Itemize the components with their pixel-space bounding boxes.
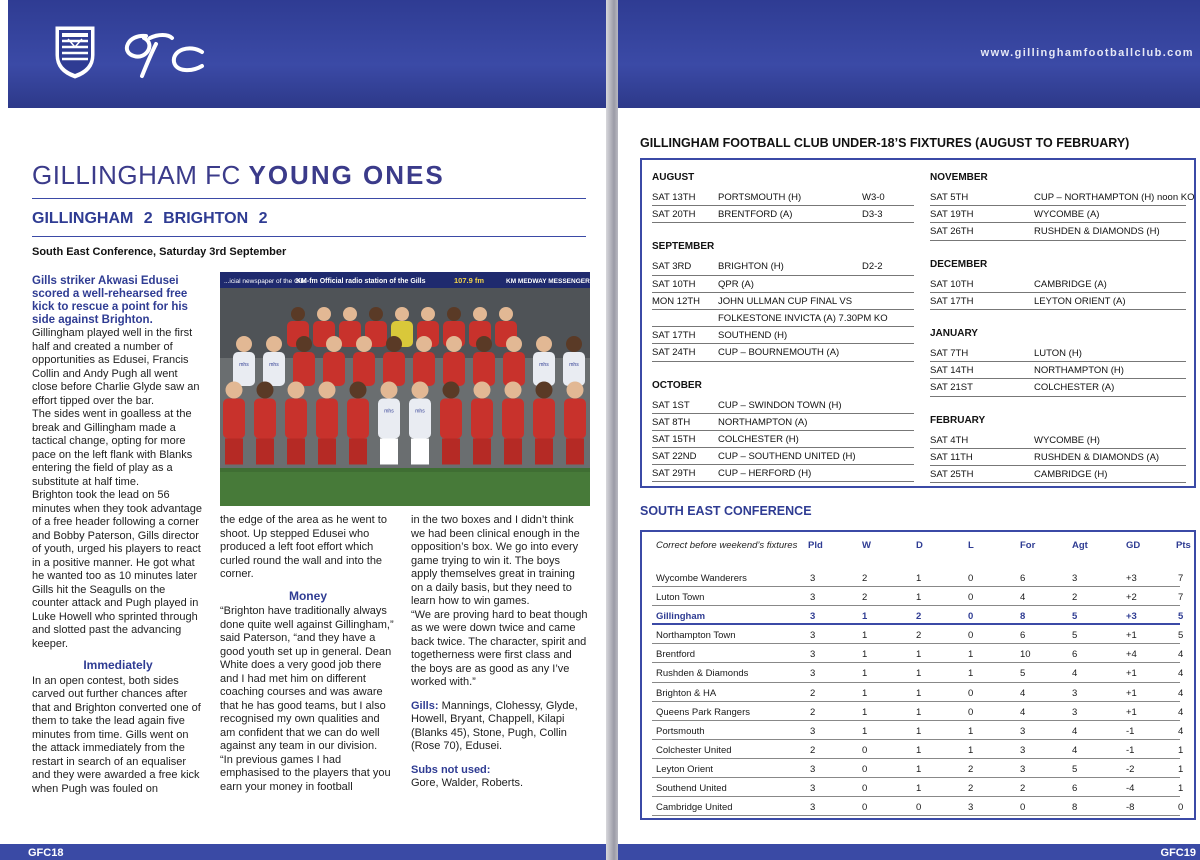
goals-for: 5 (1020, 668, 1026, 680)
subhead-immediately: Immediately (83, 658, 153, 672)
league-table-header (642, 540, 1194, 556)
goals-against: 4 (1072, 668, 1078, 680)
article-column-1 (32, 275, 204, 796)
fixture-month-heading: NOVEMBER (930, 172, 988, 183)
fixture-opponent: QPR (A) (718, 278, 754, 290)
goals-against: 5 (1072, 763, 1078, 775)
points: 5 (1178, 611, 1184, 623)
played: 3 (810, 802, 816, 814)
lost: 2 (968, 783, 974, 795)
played: 3 (810, 611, 816, 623)
won: 2 (862, 573, 868, 584)
fixture-date: SAT 5TH (930, 192, 969, 203)
goal-difference: -1 (1126, 744, 1135, 756)
footer-bar (618, 844, 1200, 860)
goals-against: 4 (1072, 725, 1078, 737)
fixture-row (930, 293, 1186, 310)
played: 3 (810, 592, 816, 604)
fixture-row (652, 293, 914, 310)
goal-difference: +3 (1126, 611, 1137, 623)
photo-board-text-3: 107.9 fm (454, 276, 485, 285)
goals-for: 3 (1020, 763, 1026, 775)
drawn: 1 (916, 668, 922, 680)
goals-for: 0 (1020, 802, 1026, 814)
table-row (642, 663, 1194, 682)
body-paragraph: in the two boxes and I didn’t think we had been clinical enough in the opposition’s box. We go into every game trying to win it. The boys apply themselves great in training on a daily basis, but they need to learn how to win games. (411, 514, 580, 607)
team-name: Wycombe Wanderers (656, 573, 747, 584)
drawn: 1 (916, 783, 922, 795)
table-note: Correct before weekend’s fixtures (656, 540, 798, 551)
fixture-opponent: WYCOMBE (A) (1034, 209, 1100, 221)
fixture-opponent: SOUTHEND (H) (718, 330, 788, 342)
fixture-month-heading: FEBRUARY (930, 414, 986, 426)
goals-for: 10 (1020, 649, 1031, 661)
fixture-result: W3-0 (862, 192, 885, 203)
fixture-row (652, 397, 914, 414)
fixture-month-heading: SEPTEMBER (652, 241, 715, 253)
fixture-date: SAT 15TH (652, 433, 696, 445)
fixture-date: SAT 29TH (652, 468, 696, 480)
fixture-opponent: BRENTFORD (A) (718, 209, 793, 221)
photo-board-text-4: KM MEDWAY MESSENGER (506, 278, 590, 285)
goals-against: 6 (1072, 783, 1078, 795)
lost: 3 (968, 802, 974, 814)
lost: 0 (968, 630, 974, 642)
goals-for: 3 (1020, 725, 1026, 737)
fixture-opponent: COLCHESTER (A) (1034, 382, 1115, 394)
fixture-date: SAT 24TH (652, 347, 696, 359)
table-row (642, 625, 1194, 644)
fixture-row (930, 206, 1186, 223)
lost: 0 (968, 592, 974, 604)
fixture-row (652, 465, 914, 482)
team-photo-illustration (220, 272, 590, 506)
won: 1 (862, 668, 868, 680)
goal-difference: +1 (1126, 706, 1137, 718)
fixture-row (652, 431, 914, 448)
fixture-date: MON 12TH (652, 295, 701, 307)
goals-for: 3 (1020, 744, 1026, 756)
played: 3 (810, 630, 816, 642)
lost: 1 (968, 725, 974, 737)
fixture-opponent: CUP – NORTHAMPTON (H) noon KO (1034, 192, 1195, 203)
points: 4 (1178, 687, 1184, 699)
fixture-opponent: FOLKESTONE INVICTA (A) 7.30PM KO (718, 312, 888, 324)
goal-difference: -8 (1126, 802, 1135, 814)
gills-label: Gills: (411, 699, 439, 712)
drawn: 1 (916, 725, 922, 737)
won: 0 (862, 744, 868, 756)
goals-for: 4 (1020, 706, 1026, 718)
subhead-money: Money (288, 588, 327, 603)
league-table (640, 530, 1196, 820)
page-number: GFC18 (28, 847, 64, 859)
fixture-row (652, 310, 914, 327)
goal-difference: -2 (1126, 763, 1135, 775)
drawn: 1 (916, 687, 922, 699)
points: 7 (1178, 592, 1184, 604)
fixture-opponent: CUP – BOURNEMOUTH (A) (718, 347, 840, 359)
table-row (642, 740, 1194, 759)
points: 1 (1178, 744, 1184, 756)
goals-for: 4 (1020, 687, 1026, 699)
won: 0 (862, 802, 868, 814)
goals-against: 3 (1072, 706, 1078, 718)
lost: 0 (968, 687, 974, 699)
fixture-result: D3-3 (862, 209, 883, 221)
col-header-agt: Agt (1072, 540, 1088, 551)
col-header-l: L (968, 540, 974, 551)
club-crest-icon (54, 25, 96, 79)
right-page (618, 0, 1200, 860)
lost: 1 (968, 668, 974, 680)
col-header-pld: Pld (808, 540, 823, 551)
played: 3 (810, 783, 816, 795)
subs-paragraph (411, 764, 589, 791)
played: 3 (810, 573, 816, 584)
top-banner (618, 0, 1200, 108)
body-paragraph: Brighton took the lead on 56 minutes when they took advantage of a free header following a corner and Bobby Paterson, Gills director of youth, urged his players to react in a positive manner. He got what he wanted too as 10 minutes later Gills hit the Seagulls on the counter attack and Pugh played in Luke Howell who sprinted through and slotted past the advancing keeper. (32, 489, 203, 650)
points: 4 (1178, 725, 1184, 737)
fixture-date: SAT 4TH (930, 434, 969, 446)
points: 4 (1178, 668, 1184, 680)
table-row (642, 683, 1194, 702)
fixture-month-heading: JANUARY (930, 327, 978, 339)
fixture-date: SAT 25TH (930, 468, 974, 480)
fixture-row (930, 345, 1186, 362)
fixture-row (652, 327, 914, 344)
title-bold: YOUNG ONES (248, 160, 445, 190)
fixture-opponent: WYCOMBE (H) (1034, 434, 1100, 446)
team-name: Queens Park Rangers (656, 706, 750, 718)
drawn: 2 (916, 611, 922, 623)
svg-text:mhs: mhs (269, 362, 279, 368)
fixture-opponent: NORTHAMPTON (A) (718, 416, 808, 428)
goals-for: 6 (1020, 630, 1026, 642)
won: 2 (862, 592, 868, 604)
table-row (642, 797, 1194, 816)
goals-for: 8 (1020, 611, 1026, 623)
fixture-date: SAT 17TH (930, 295, 974, 307)
gills-line-up: Mannings, Clohessy, Glyde, Howell, Bryant, Chappell, Kilapi (Blanks 45), Stone, Pugh, Collin (Rose 70), Edusei. (411, 699, 578, 752)
fixture-row (652, 276, 914, 293)
article-column-3 (411, 514, 589, 791)
goals-for: 4 (1020, 592, 1026, 604)
match-info: South East Conference, Saturday 3rd September (32, 246, 287, 258)
fixture-date: SAT 3RD (652, 261, 692, 273)
title-light: GILLINGHAM FC (32, 160, 241, 190)
team-name: Brighton & HA (656, 687, 717, 699)
goals-against: 6 (1072, 649, 1078, 661)
photo-board-text-2: KM-fm Official radio station of the Gills (296, 278, 426, 285)
points: 0 (1178, 802, 1184, 814)
fixture-month-heading: AUGUST (652, 172, 695, 183)
lost: 2 (968, 763, 974, 775)
table-row (642, 721, 1194, 740)
fixture-date: SAT 1ST (652, 399, 690, 411)
points: 7 (1178, 573, 1184, 584)
points: 4 (1178, 649, 1184, 661)
won: 1 (862, 630, 868, 642)
points: 5 (1178, 630, 1184, 642)
top-banner (8, 0, 610, 108)
article-title (32, 160, 445, 191)
fixture-opponent: CUP – HERFORD (H) (718, 468, 812, 480)
fixture-opponent: RUSHDEN & DIAMONDS (H) (1034, 226, 1160, 238)
fixture-row (930, 449, 1186, 466)
title-rule (32, 198, 586, 199)
body-paragraph: The sides went in goalless at the break and Gillingham made a tactical change, opting for more pace on the left flank with Blanks entering the field of play as a substitute at half time. (32, 408, 193, 488)
fixture-month-heading: OCTOBER (652, 379, 702, 391)
points: 4 (1178, 706, 1184, 718)
subs-label: Subs not used: (411, 763, 491, 776)
lost: 1 (968, 744, 974, 756)
team-name: Cambridge United (656, 802, 733, 814)
body-paragraph: Gillingham played well in the first half and created a number of opportunities as Edusei, Francis Collin and Andy Pugh all went close before Charlie Glyde saw an effort tipped over the bar. (32, 327, 200, 407)
won: 1 (862, 687, 868, 699)
team-name: Rushden & Diamonds (656, 668, 749, 680)
played: 3 (810, 668, 816, 680)
team-name: Northampton Town (656, 630, 736, 642)
goal-difference: +1 (1126, 630, 1137, 642)
photo-board-text-1: ...icial newspaper of the Gills (224, 278, 307, 285)
fixture-date: SAT 19TH (930, 209, 974, 221)
team-name: Luton Town (656, 592, 705, 604)
drawn: 1 (916, 744, 922, 756)
won: 0 (862, 783, 868, 795)
fixture-opponent: CUP – SWINDON TOWN (H) (718, 399, 842, 411)
fixtures-heading: GILLINGHAM FOOTBALL CLUB UNDER-18’S FIXTURES (AUGUST TO FEBRUARY) (640, 136, 1130, 150)
body-paragraph: “In previous games I had emphasised to the players that you earn your money in football (220, 753, 391, 793)
body-paragraph: In an open contest, both sides carved out further chances after that and Brighton converted one of them to take the lead again five minutes from time. Gills went on the attack immediately from the restart in search of an equaliser and they were awarded a free kick when Pugh was fouled on (32, 674, 201, 795)
svg-text:mhs: mhs (415, 408, 425, 415)
article-column-2 (220, 514, 396, 794)
goals-against: 4 (1072, 744, 1078, 756)
team-name: Colchester United (656, 744, 732, 756)
won: 1 (862, 706, 868, 718)
fixture-row (652, 189, 914, 206)
fixture-opponent: PORTSMOUTH (H) (718, 192, 802, 203)
fixture-result: D2-2 (862, 261, 883, 273)
table-row (642, 778, 1194, 797)
goal-difference: +1 (1126, 687, 1137, 699)
won: 1 (862, 649, 868, 661)
fixture-row (930, 379, 1186, 396)
table-row (642, 587, 1194, 606)
footer-bar (0, 844, 610, 860)
fixture-row (652, 258, 914, 275)
fixture-row (652, 414, 914, 431)
score-line: GILLINGHAM 2 BRIGHTON 2 (32, 210, 268, 227)
goal-difference: -1 (1126, 725, 1135, 737)
body-paragraph: the edge of the area as he went to shoot. Up stepped Edusei who produced a left foot effort which curled round the wall and into the corner. (220, 514, 387, 580)
fixture-opponent: LUTON (H) (1034, 347, 1082, 359)
goals-against: 5 (1072, 611, 1078, 623)
drawn: 1 (916, 573, 922, 584)
league-table-body (642, 568, 1194, 816)
svg-text:mhs: mhs (539, 362, 549, 368)
table-row (642, 759, 1194, 778)
fixture-row (930, 362, 1186, 379)
fixture-opponent: CAMBRIDGE (H) (1034, 468, 1108, 480)
team-name: Portsmouth (656, 725, 705, 737)
line-up-paragraph (411, 700, 589, 754)
fixture-date: SAT 11TH (930, 451, 973, 463)
goal-difference: +2 (1126, 592, 1137, 604)
fixture-opponent: JOHN ULLMAN CUP FINAL VS (718, 295, 853, 307)
club-website-url: www.gillinghamfootballclub.com (980, 47, 1194, 59)
score-rule (32, 236, 586, 237)
goals-for: 2 (1020, 783, 1026, 795)
fixture-opponent: CAMBRIDGE (A) (1034, 278, 1107, 290)
col-header-for: For (1020, 540, 1036, 551)
points: 1 (1178, 763, 1184, 775)
team-name: Leyton Orient (656, 763, 714, 775)
svg-text:mhs: mhs (569, 362, 579, 368)
fixture-opponent: RUSHDEN & DIAMONDS (A) (1034, 451, 1160, 463)
table-row (642, 702, 1194, 721)
goal-difference: +1 (1126, 668, 1137, 680)
fixture-date: SAT 10TH (652, 278, 696, 290)
fixture-date: SAT 21ST (930, 382, 973, 394)
fixture-date: SAT 13TH (652, 192, 696, 203)
fixture-date: SAT 22ND (652, 451, 697, 463)
drawn: 0 (916, 802, 922, 814)
lead-paragraph: Gills striker Akwasi Edusei scored a well-rehearsed free kick to rescue a point for his side against Brighton. (32, 275, 188, 326)
subs-list: Gore, Walder, Roberts. (411, 777, 524, 789)
team-name: Gillingham (656, 611, 706, 623)
fixture-date: SAT 7TH (930, 347, 969, 359)
goal-difference: -4 (1126, 783, 1135, 795)
lost: 0 (968, 706, 974, 718)
goals-against: 2 (1072, 592, 1078, 604)
team-photo (220, 272, 590, 506)
fixture-opponent: CUP – SOUTHEND UNITED (H) (718, 451, 856, 463)
goal-difference: +4 (1126, 649, 1137, 661)
fixtures-column-right (930, 168, 1195, 483)
body-paragraph: “Brighton have traditionally always done quite well against Gillingham,” said Paterson, “and they have a good youth set up in general. Dean White does a very good job there and I had met him on different coaching courses and was aware that he has good teams, but I also recognised my own qualities and am confident that we can do well against any team in our division. (220, 605, 394, 752)
fixture-opponent: LEYTON ORIENT (A) (1034, 295, 1126, 307)
team-name: Brentford (656, 649, 696, 661)
goals-against: 5 (1072, 630, 1078, 642)
svg-text:mhs: mhs (384, 408, 394, 415)
body-paragraph: “We are proving hard to beat though as we were down twice and came back twice. The character, spirit and togetherness were first class and the boys are as good as any I’ve worked with.” (411, 608, 588, 688)
fixture-row (930, 189, 1195, 206)
points: 1 (1178, 783, 1184, 795)
fixture-row (930, 223, 1186, 240)
goals-for: 6 (1020, 573, 1026, 584)
drawn: 1 (916, 649, 922, 661)
lost: 0 (968, 573, 974, 584)
col-header-d: D (916, 540, 923, 551)
gfc-monogram-icon (116, 22, 208, 82)
lost: 0 (968, 611, 974, 623)
fixture-date: SAT 14TH (930, 365, 974, 377)
page-number: GFC19 (1160, 847, 1196, 859)
fixture-row (930, 466, 1186, 483)
played: 3 (810, 725, 816, 737)
fixture-date: SAT 10TH (930, 278, 974, 290)
fixture-opponent: COLCHESTER (H) (718, 433, 799, 445)
lost: 1 (968, 649, 974, 661)
fixture-row (652, 448, 914, 465)
played: 3 (810, 763, 816, 775)
goals-against: 3 (1072, 573, 1078, 584)
drawn: 2 (916, 630, 922, 642)
drawn: 1 (916, 706, 922, 718)
goals-against: 3 (1072, 687, 1078, 699)
drawn: 1 (916, 592, 922, 604)
svg-text:mhs: mhs (239, 362, 249, 368)
col-header-gd: GD (1126, 540, 1141, 551)
played: 2 (810, 687, 816, 699)
fixtures-panel (640, 158, 1196, 488)
fixture-month-heading: DECEMBER (930, 258, 988, 270)
won: 1 (862, 611, 868, 623)
won: 1 (862, 725, 868, 737)
fixture-row (652, 206, 914, 223)
col-header-w: W (862, 540, 871, 551)
drawn: 1 (916, 763, 922, 775)
fixture-date: SAT 17TH (652, 330, 696, 342)
fixture-row (930, 276, 1186, 293)
team-name: Southend United (656, 783, 727, 795)
col-header-pts: Pts (1176, 540, 1191, 551)
fixtures-column-left (652, 168, 914, 482)
fixture-date: SAT 20TH (652, 209, 696, 221)
played: 3 (810, 649, 816, 661)
table-row (642, 606, 1194, 625)
fixture-date: SAT 8TH (652, 416, 691, 428)
won: 0 (862, 763, 868, 775)
conference-heading: SOUTH EAST CONFERENCE (640, 504, 812, 518)
table-row (642, 568, 1194, 587)
fixture-date: SAT 26TH (930, 226, 974, 238)
fixture-opponent: BRIGHTON (H) (718, 261, 784, 273)
played: 2 (810, 744, 816, 756)
played: 2 (810, 706, 816, 718)
goal-difference: +3 (1126, 573, 1137, 584)
fixture-row (652, 344, 914, 361)
fixture-row (930, 432, 1186, 449)
table-row (642, 644, 1194, 663)
fixture-opponent: NORTHAMPTON (H) (1034, 365, 1124, 377)
goals-against: 8 (1072, 802, 1078, 814)
